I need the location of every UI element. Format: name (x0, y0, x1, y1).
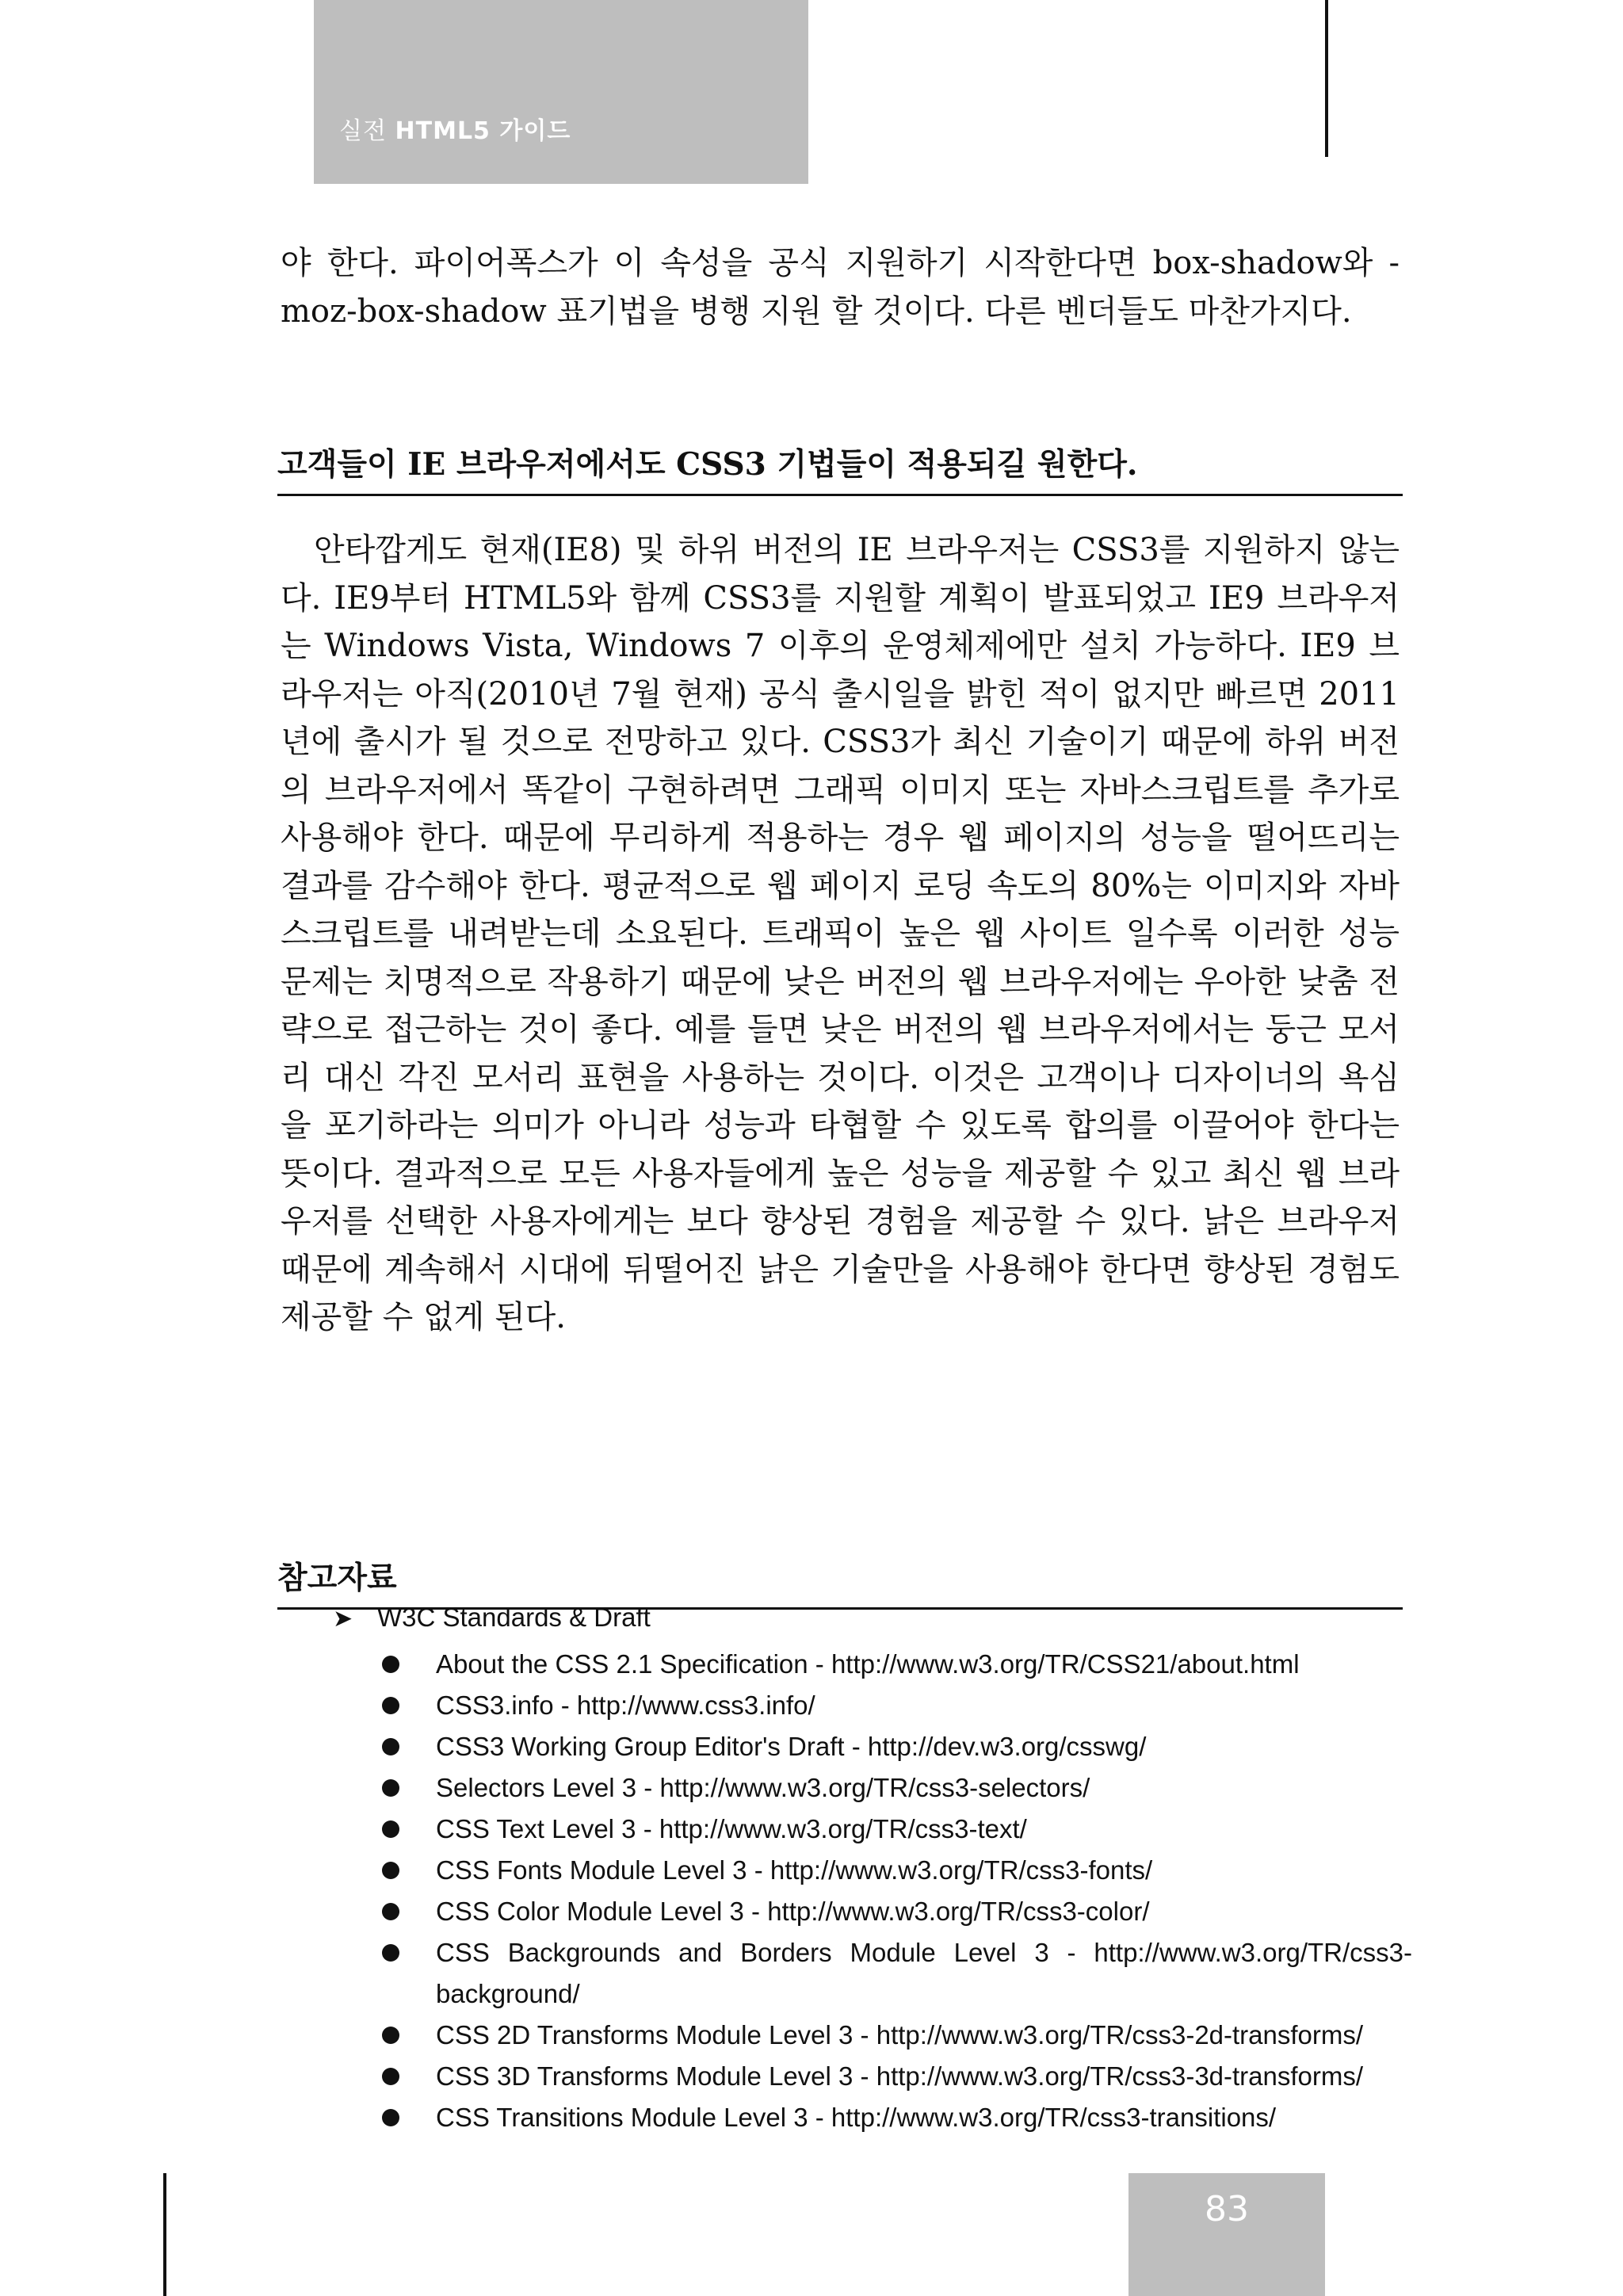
reference-text: CSS3.info - http://www.css3.info/ (436, 1690, 815, 1720)
bullet-icon (382, 1944, 399, 1962)
reference-text: CSS3 Working Group Editor's Draft - http://dev.w3.org/csswg/ (436, 1732, 1147, 1761)
reference-items (333, 1644, 1458, 2138)
body-paragraph: 안타깝게도 현재(IE8) 및 하위 버전의 IE 브라우저는 CSS3를 지원하지 않는다. IE9부터 HTML5와 함께 CSS3를 지원할 계획이 발표되었고 IE9 브라우저는 Windows Vista, Windows 7 이후의 운영체제에만 설치 가능하다. IE9 브라우저는 아직(2010년 7월 현재) 공식 출시일을 밝힌 적이 없지만 빠르면 2011년에 출시가 될 것으로 전망하고 있다. CSS3가 최신 기술이기 때문에 하위 버전의 브라우저에서 똑같이 구현하려면 그래픽 이미지 또는 자바스크립트를 추가로 사용해야 한다. 때문에 무리하게 적용하는 경우 웹 페이지의 성능을 떨어뜨리는 결과를 감수해야 한다. 평균적으로 웹 페이지 로딩 속도의 80%는 이미지와 자바스크립트를 내려받는데 소요된다. 트래픽이 높은 웹 사이트 일수록 이러한 성능 문제는 치명적으로 작용하기 때문에 낮은 버전의 웹 브라우저에는 우아한 낮춤 전략으로 접근하는 것이 좋다. 예를 들면 낮은 버전의 웹 브라우저에서는 둥근 모서리 대신 각진 모서리 표현을 사용하는 것이다. 이것은 고객이나 디자이너의 욕심을 포기하라는 의미가 아니라 성능과 타협할 수 있도록 합의를 이끌어야 한다는 뜻이다. 결과적으로 모든 사용자들에게 높은 성능을 제공할 수 있고 최신 웹 브라우저를 선택한 사용자에게는 보다 향상된 경험을 제공할 수 있다. 낡은 브라우저 때문에 계속해서 시대에 뒤떨어진 낡은 기술만을 사용해야 한다면 향상된 경험도 제공할 수 없게 된다. (281, 532, 1400, 1335)
reference-text: CSS Backgrounds and Borders Module Level 3 - http://www.w3.org/TR/css3-background/ (436, 1938, 1412, 2008)
bullet-icon (382, 1779, 399, 1797)
reference-group-label: W3C Standards & Draft (377, 1603, 651, 1632)
list-item (333, 1809, 1458, 1850)
bullet-icon (382, 1862, 399, 1879)
list-item (333, 1891, 1458, 1932)
list-item (333, 1726, 1458, 1767)
reference-text: CSS 2D Transforms Module Level 3 - http://www.w3.org/TR/css3-2d-transforms/ (436, 2020, 1364, 2050)
bullet-icon (382, 1820, 399, 1838)
header-tab (314, 0, 808, 184)
list-item (333, 1767, 1458, 1809)
header-title-main: HTML5 가이드 (395, 117, 571, 145)
reference-text: CSS Text Level 3 - http://www.w3.org/TR/css3-text/ (436, 1814, 1027, 1843)
bullet-icon (382, 2068, 399, 2085)
list-item (333, 1850, 1458, 1891)
bullet-icon (382, 2027, 399, 2044)
bottom-margin-rule (163, 2173, 166, 2296)
header-title-prefix: 실전 (339, 117, 387, 145)
list-item (333, 1685, 1458, 1726)
reference-group (333, 1603, 1458, 1644)
bullet-icon (382, 2109, 399, 2126)
bullet-icon (382, 1738, 399, 1755)
bullet-icon (382, 1903, 399, 1920)
section-heading-ie: 고객들이 IE 브라우저에서도 CSS3 기법들이 적용되길 원한다. (277, 440, 1403, 496)
top-margin-rule (1325, 0, 1328, 157)
intro-paragraph: 야 한다. 파이어폭스가 이 속성을 공식 지원하기 시작한다면 box-shadow와 -moz-box-shadow 표기법을 병행 지원 할 것이다. 다른 벤더들도 마찬가지다. (281, 245, 1400, 330)
reference-text: CSS 3D Transforms Module Level 3 - http://www.w3.org/TR/css3-3d-transforms/ (436, 2061, 1364, 2091)
reference-text: Selectors Level 3 - http://www.w3.org/TR/css3-selectors/ (436, 1773, 1090, 1802)
reference-text: CSS Transitions Module Level 3 - http://www.w3.org/TR/css3-transitions/ (436, 2103, 1277, 2132)
bullet-icon (382, 1697, 399, 1714)
bullet-icon (382, 1656, 399, 1673)
reference-text: CSS Color Module Level 3 - http://www.w3.org/TR/css3-color/ (436, 1897, 1150, 1926)
section-heading-references: 참고자료 (277, 1553, 1403, 1610)
list-item (333, 1932, 1458, 2015)
list-item (333, 2097, 1458, 2138)
list-item (333, 2056, 1458, 2097)
list-item (333, 1644, 1458, 1685)
running-header (339, 111, 571, 146)
references-list (333, 1603, 1458, 2138)
list-item (333, 2015, 1458, 2056)
page-number: 83 (1205, 2189, 1249, 2229)
reference-text: About the CSS 2.1 Specification - http://www.w3.org/TR/CSS21/about.html (436, 1649, 1300, 1679)
arrow-bullet-icon: ➤ (333, 1606, 353, 1632)
reference-text: CSS Fonts Module Level 3 - http://www.w3.org/TR/css3-fonts/ (436, 1855, 1153, 1885)
